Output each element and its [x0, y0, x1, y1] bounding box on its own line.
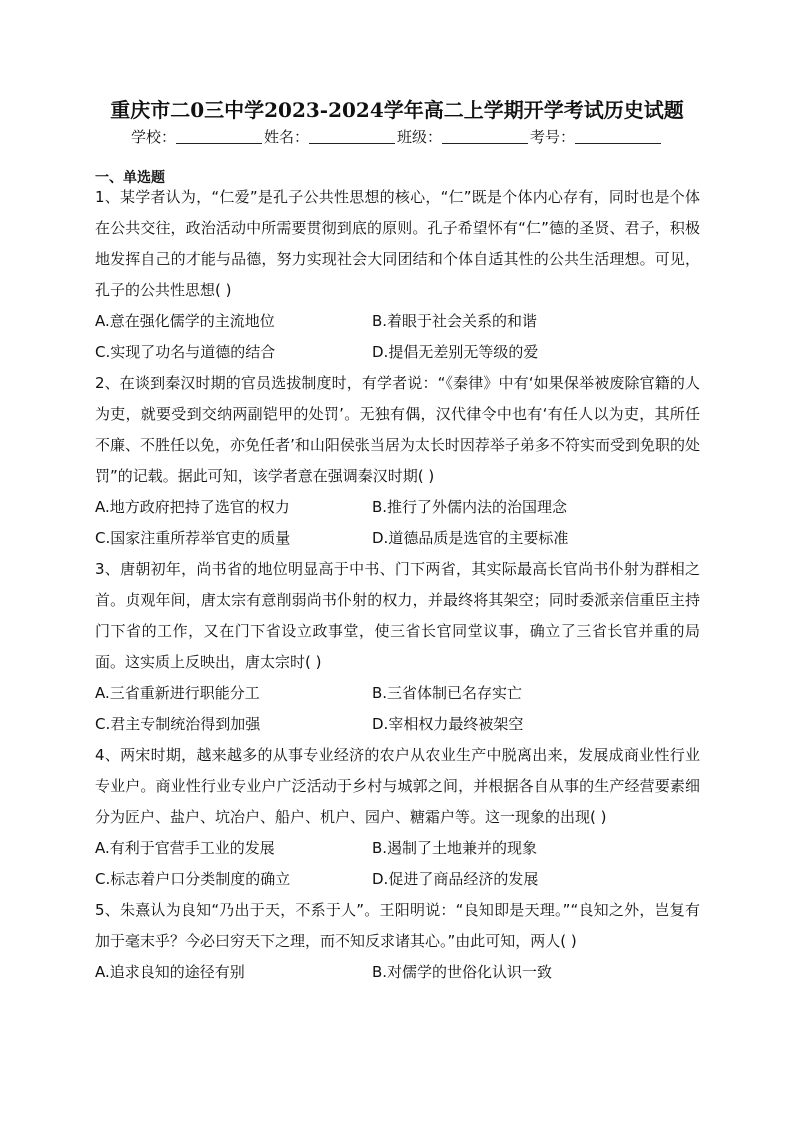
question-stem: 5、朱熹认为良知“乃出于天，不系于人”。王阳明说：“良知即是天理。”“良知之外，岂复有加于毫末乎？今必曰穷天下之理，而不知反求诸其心。”由此可知，两人( ) [95, 901, 700, 950]
options-row [95, 492, 700, 523]
option-a[interactable]: A.三省重新进行职能分工 [95, 684, 260, 702]
option-c[interactable]: C.标志着户口分类制度的确立 [95, 870, 291, 888]
exam-no-blank[interactable] [575, 129, 661, 144]
options-row [95, 337, 700, 368]
options-row [95, 957, 700, 988]
options-row [95, 523, 700, 554]
question-list [95, 182, 700, 988]
option-c[interactable]: C.国家注重所荐举官吏的质量 [95, 529, 291, 547]
name-label: 姓名： [263, 128, 309, 146]
option-a[interactable]: A.有利于官营手工业的发展 [95, 839, 275, 857]
class-label: 班级： [397, 128, 443, 146]
options-row [95, 833, 700, 864]
class-blank[interactable] [442, 129, 528, 144]
option-d[interactable]: D.提倡无差别无等级的爱 [372, 343, 539, 361]
option-a[interactable]: A.追求良知的途径有别 [95, 963, 245, 981]
question-5 [95, 895, 700, 988]
school-blank[interactable] [176, 129, 262, 144]
options-row [95, 678, 700, 709]
option-b[interactable]: B.三省体制已名存实亡 [372, 684, 523, 702]
name-blank[interactable] [309, 129, 395, 144]
option-d[interactable]: D.宰相权力最终被架空 [372, 715, 524, 733]
student-info-line [0, 126, 794, 148]
options-row [95, 306, 700, 337]
option-d[interactable]: D.促进了商品经济的发展 [372, 870, 539, 888]
section-title: 一、单选题 [95, 170, 165, 186]
option-a[interactable]: A.地方政府把持了选官的权力 [95, 498, 290, 516]
question-stem: 4、两宋时期，越来越多的从事专业经济的农户从农业生产中脱离出来，发展成商业性行业专业户。商业性行业专业户广泛活动于乡村与城郭之间，并根据各自从事的生产经营要素细分为匠户、盐户、坑冶户、船户、机户、园户、糖霜户等。这一现象的出现( ) [95, 746, 700, 826]
question-2 [95, 368, 700, 554]
options-row [95, 864, 700, 895]
option-b[interactable]: B.遏制了土地兼并的现象 [372, 839, 538, 857]
exam-no-label: 考号： [530, 128, 576, 146]
option-c[interactable]: C.实现了功名与道德的结合 [95, 343, 276, 361]
question-3 [95, 554, 700, 740]
option-b[interactable]: B.着眼于社会关系的和谐 [372, 312, 538, 330]
question-4 [95, 740, 700, 895]
option-b[interactable]: B.对儒学的世俗化认识一致 [372, 963, 553, 981]
option-a[interactable]: A.意在强化儒学的主流地位 [95, 312, 275, 330]
option-b[interactable]: B.推行了外儒内法的治国理念 [372, 498, 568, 516]
school-label: 学校： [130, 128, 176, 146]
options-row [95, 709, 700, 740]
option-d[interactable]: D.道德品质是选官的主要标准 [372, 529, 569, 547]
question-1 [95, 182, 700, 368]
question-stem: 2、在谈到秦汉时期的官员选拔制度时，有学者说：“《秦律》中有‘如果保举被废除官籍的人为吏，就要受到交纳两副铠甲的处罚’。无独有偶，汉代律令中也有‘有任人以为吏，其所任不廉、不胜任以免，亦免任者’和山阳侯张当居为太长时因荐举子弟多不符实而受到免职的处罚”的记载。据此可知，该学者意在强调秦汉时期( ) [95, 374, 700, 485]
question-stem: 1、某学者认为，“仁爱”是孔子公共性思想的核心，“仁”既是个体内心存有，同时也是个体在公共交往，政治活动中所需要贯彻到底的原则。孔子希望怀有“仁”德的圣贤、君子，积极地发挥自己的才能与品德，努力实现社会大同团结和个体自适其性的公共生活理想。可见，孔子的公共性思想( ) [95, 188, 700, 299]
page-title: 重庆市二0三中学2023-2024学年高二上学期开学考试历史试题 [110, 98, 684, 122]
option-c[interactable]: C.君主专制统治得到加强 [95, 715, 261, 733]
question-stem: 3、唐朝初年，尚书省的地位明显高于中书、门下两省，其实际最高长官尚书仆射为群相之首。贞观年间，唐太宗有意削弱尚书仆射的权力，并最终将其架空；同时委派亲信重臣主持门下省的工作，又在门下省设立政事堂，使三省长官同堂议事，确立了三省长官并重的局面。这实质上反映出，唐太宗时( ) [95, 560, 700, 671]
